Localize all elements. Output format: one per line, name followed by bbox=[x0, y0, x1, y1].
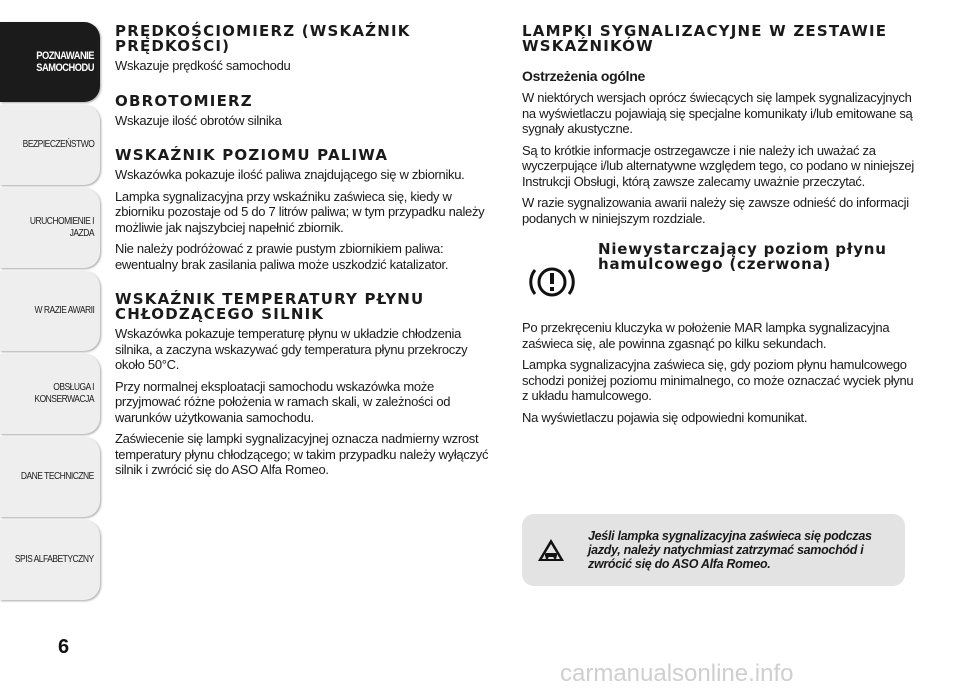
general-warnings-text-3: W razie sygnalizowania awarii należy się zawsze odnieść do informacji podanych w niniejszym rozdziale. bbox=[522, 195, 909, 226]
general-warnings-text-2: Są to krótkie informacje ostrzegawcze i nie należy ich uważać za wyczerpujące i/lub alternatywne względem tego, co podano w niniejszej Instrukcji Obsługi, którą zawsze zalecamy uważnie przeczytać. bbox=[522, 142, 914, 189]
coolant-temp-text-1: Wskazówka pokazuje temperaturę płynu w układzie chłodzenia silnika, a zaczyna wskazywać gdy temperatura płynu przekroczy około 50°C. bbox=[115, 326, 468, 372]
general-warnings-subheading: Ostrzeżenia ogólne bbox=[522, 68, 645, 84]
speedometer-heading: PRĘDKOŚCIOMIERZ (WSKAŹNIK PRĘDKOŚCI) bbox=[115, 22, 411, 55]
tab-label: POZNAWANIE SAMOCHODU bbox=[36, 50, 94, 74]
tachometer-heading: OBROTOMIERZ bbox=[115, 91, 253, 110]
brake-fluid-text-3: Na wyświetlaczu pojawia się odpowiedni komunikat. bbox=[522, 409, 808, 425]
page-number: 6 bbox=[58, 636, 70, 658]
warning-triangle-icon bbox=[536, 537, 566, 563]
tab-label: DANE TECHNICZNE bbox=[21, 471, 94, 482]
tab-label: URUCHOMIENIE I JAZDA bbox=[29, 216, 95, 239]
tab-spis-alfabetyczny[interactable] bbox=[0, 520, 100, 600]
brake-fluid-heading: Niewystarczający poziom płynu hamulcowego (czerwona) bbox=[598, 240, 887, 273]
brake-fluid-text-1: Po przekręceniu kluczyka w położenie MAR lampka sygnalizacyjna zaświeca się, ale powinna zgasnąć po kilku sekundach. bbox=[522, 320, 890, 351]
warning-note-text: Jeśli lampka sygnalizacyjna zaświeca się podczas jazdy, należy natychmiast zatrzymać samochód i zwrócić się do ASO Alfa Romeo. bbox=[588, 529, 872, 571]
left-column bbox=[115, 24, 500, 484]
tab-w-razie-awarii[interactable] bbox=[0, 271, 100, 351]
fuel-gauge-text-3: Nie należy podróżować z prawie pustym zbiornikiem paliwa: ewentualny brak zasilania paliwa może uszkodzić katalizator. bbox=[115, 241, 449, 272]
tab-label: SPIS ALFABETYCZNY bbox=[15, 554, 94, 565]
warning-note-box bbox=[522, 514, 905, 586]
tab-poznawanie-samochodu[interactable] bbox=[0, 22, 100, 102]
brake-fluid-text-2: Lampka sygnalizacyjna zaświeca się, gdy poziom płynu hamulcowego schodzi poniżej poziomu minimalnego, co może oznaczać wyciek płynu z układu hamulcowego. bbox=[522, 357, 914, 403]
tab-bezpieczenstwo[interactable] bbox=[0, 105, 100, 185]
warning-lights-heading: LAMPKI SYGNALIZACYJNE W ZESTAWIE WSKAŹNIKÓW bbox=[522, 22, 888, 55]
brake-warning-icon bbox=[526, 256, 578, 308]
tab-uruchomienie-i-jazda[interactable] bbox=[0, 188, 100, 268]
fuel-gauge-text-2: Lampka sygnalizacyjna przy wskaźniku zaświeca się, kiedy w zbiorniku pozostaje od 5 do 7 litrów paliwa; w tym przypadku należy możliwie jak najszybciej napełnić zbiornik. bbox=[115, 188, 485, 235]
tab-dane-techniczne[interactable] bbox=[0, 437, 100, 517]
chapter-tabs bbox=[0, 22, 100, 603]
fuel-gauge-text-1: Wskazówka pokazuje ilość paliwa znajdującego się w zbiorniku. bbox=[115, 167, 465, 182]
tab-label: W RAZIE AWARII bbox=[34, 305, 94, 316]
fuel-gauge-heading: WSKAŹNIK POZIOMU PALIWA bbox=[115, 146, 389, 164]
brake-fluid-section-header bbox=[522, 242, 917, 308]
tab-obsluga-i-konserwacja[interactable] bbox=[0, 354, 100, 434]
coolant-temp-heading: WSKAŹNIK TEMPERATURY PŁYNU CHŁODZĄCEGO SILNIK bbox=[115, 290, 425, 323]
tab-label: OBSŁUGA I KONSERWACJA bbox=[34, 382, 94, 405]
right-column bbox=[522, 24, 917, 431]
tab-label: BEZPIECZEŃSTWO bbox=[22, 139, 94, 150]
watermark: carmanualsonline.info bbox=[560, 660, 794, 687]
speedometer-text: Wskazuje prędkość samochodu bbox=[115, 58, 291, 73]
coolant-temp-text-3: Zaświecenie się lampki sygnalizacyjnej oznacza nadmierny wzrost temperatury płynu chłodzącego; w takim przypadku należy wyłączyć silnik i zwrócić się do ASO Alfa Romeo. bbox=[115, 431, 489, 477]
coolant-temp-text-2: Przy normalnej eksploatacji samochodu wskazówka może przyjmować różne położenia w ramach skali, w zależności od warunków użytkowania samochodu. bbox=[115, 378, 451, 425]
tachometer-text: Wskazuje ilość obrotów silnika bbox=[115, 112, 282, 128]
general-warnings-text-1: W niektórych wersjach oprócz świecących się lampek sygnalizacyjnych na wyświetlaczu pojawiają się specjalne komunikaty i/lub emitowane są sygnały akustyczne. bbox=[522, 90, 913, 136]
